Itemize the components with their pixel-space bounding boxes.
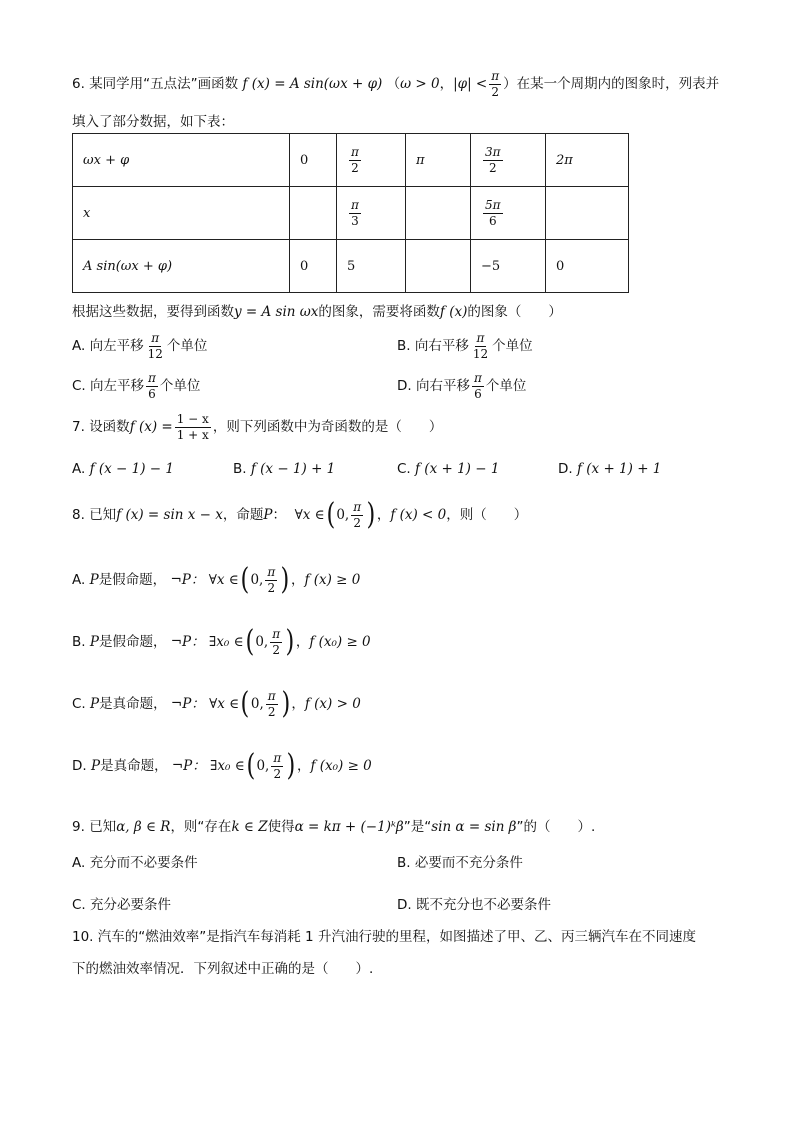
q9-option-a[interactable]: A. 充分而不必要条件 — [72, 855, 198, 871]
q6-line1: 6. 某同学用“五点法”画函数 f (x) = A sin(ωx + φ) （ω > 0，|φ| < $\frac{\pi}{2}$ ）在某一个周期内的图象时，列表并 — [72, 69, 720, 99]
q9-stem: 9. 已知α, β ∈ R，则“存在k ∈ Z使得α = kπ + (−1)ᵏβ”是“sin α = sin β”的（ ）. — [72, 819, 596, 835]
q6-intro-text: 某同学用“五点法”画函数 — [89, 76, 239, 93]
q7-option-d[interactable]: D. f (x + 1) + 1 — [558, 461, 662, 477]
q9-option-c[interactable]: C. 充分必要条件 — [72, 897, 172, 913]
q8-option-a[interactable]: A. P是假命题， ¬P： ∀x ∈(0, $\frac{\pi}{2}$ )，f (x) ≥ 0 — [72, 562, 361, 597]
table-cell: 5 — [337, 240, 406, 293]
q6-option-d[interactable]: D. 向右平移 $\frac{\pi}{6}$ 个单位 — [397, 371, 527, 401]
table-cell: A sin(ωx + φ) — [73, 240, 290, 293]
table-cell: 2π — [546, 134, 629, 187]
q6-option-b[interactable]: B. 向右平移 $\frac{\pi}{12}$ 个单位 — [397, 331, 533, 361]
table-cell: 0 — [290, 134, 337, 187]
q7-stem: 7. 设函数f (x) = $\frac{1 - x}{1 + x}$ ，则下列函数中为奇函数的是（ ） — [72, 412, 443, 442]
q9-option-b[interactable]: B. 必要而不充分条件 — [397, 855, 523, 871]
q7-option-b[interactable]: B. f (x − 1) + 1 — [233, 461, 336, 477]
table-cell: x — [73, 187, 290, 240]
table-row — [73, 134, 629, 187]
q6-option-a[interactable]: A. 向左平移 $\frac{\pi}{12}$ 个单位 — [72, 331, 208, 361]
q6-phi-condition: |φ| < — [453, 76, 488, 93]
table-cell: ωx + φ — [73, 134, 290, 187]
q6-pi-over-2: $\frac{\pi}{2}$ — [491, 69, 500, 99]
q10-line1: 10. 汽车的“燃油效率”是指汽车每消耗 1 升汽油行驶的里程，如图描述了甲、乙、丙三辆汽车在不同速度 — [72, 929, 696, 945]
q6-intro-text-2: ）在某一个周期内的图象时，列表并 — [503, 76, 720, 93]
q6-number: 6. — [72, 76, 85, 93]
q6-question-text: 根据这些数据，要得到函数y = A sin ωx的图象，需要将函数f (x)的图象（ ） — [72, 304, 562, 320]
table-cell: π — [406, 134, 471, 187]
q6-line2: 填入了部分数据，如下表： — [72, 114, 234, 130]
table-cell: $\frac{3\pi}{2}$ — [471, 134, 546, 187]
table-cell — [406, 240, 471, 293]
q8-stem: 8. 已知f (x) = sin x − x，命题P： ∀x ∈(0, $\frac{\pi}{2}$ )，f (x) < 0，则（ ） — [72, 497, 528, 532]
table-cell: $\frac{\pi}{3}$ — [337, 187, 406, 240]
table-cell: 0 — [290, 240, 337, 293]
table-row — [73, 240, 629, 293]
q7-option-a[interactable]: A. f (x − 1) − 1 — [72, 461, 174, 477]
q10-line2: 下的燃油效率情况．下列叙述中正确的是（ ）. — [72, 961, 374, 977]
q8-option-b[interactable]: B. P是假命题， ¬P： ∃x₀ ∈(0, $\frac{\pi}{2}$ )，f (x₀) ≥ 0 — [72, 624, 371, 659]
q6-five-point-table — [72, 133, 629, 293]
q7-option-c[interactable]: C. f (x + 1) − 1 — [397, 461, 500, 477]
table-cell: $\frac{\pi}{2}$ — [337, 134, 406, 187]
table-row — [73, 187, 629, 240]
table-cell: −5 — [471, 240, 546, 293]
q6-function: f (x) = A sin(ωx + φ) — [242, 76, 383, 93]
table-cell — [406, 187, 471, 240]
table-cell: 0 — [546, 240, 629, 293]
table-cell — [290, 187, 337, 240]
q9-option-d[interactable]: D. 既不充分也不必要条件 — [397, 897, 551, 913]
table-cell — [546, 187, 629, 240]
q6-option-c[interactable]: C. 向左平移 $\frac{\pi}{6}$ 个单位 — [72, 371, 201, 401]
q8-option-d[interactable]: D. P是真命题， ¬P： ∃x₀ ∈(0, $\frac{\pi}{2}$ )，f (x₀) ≥ 0 — [72, 748, 372, 783]
table-cell: $\frac{5\pi}{6}$ — [471, 187, 546, 240]
q8-option-c[interactable]: C. P是真命题， ¬P： ∀x ∈(0, $\frac{\pi}{2}$ )，f (x) > 0 — [72, 686, 361, 721]
q6-omega-condition: ω > 0 — [400, 76, 440, 93]
